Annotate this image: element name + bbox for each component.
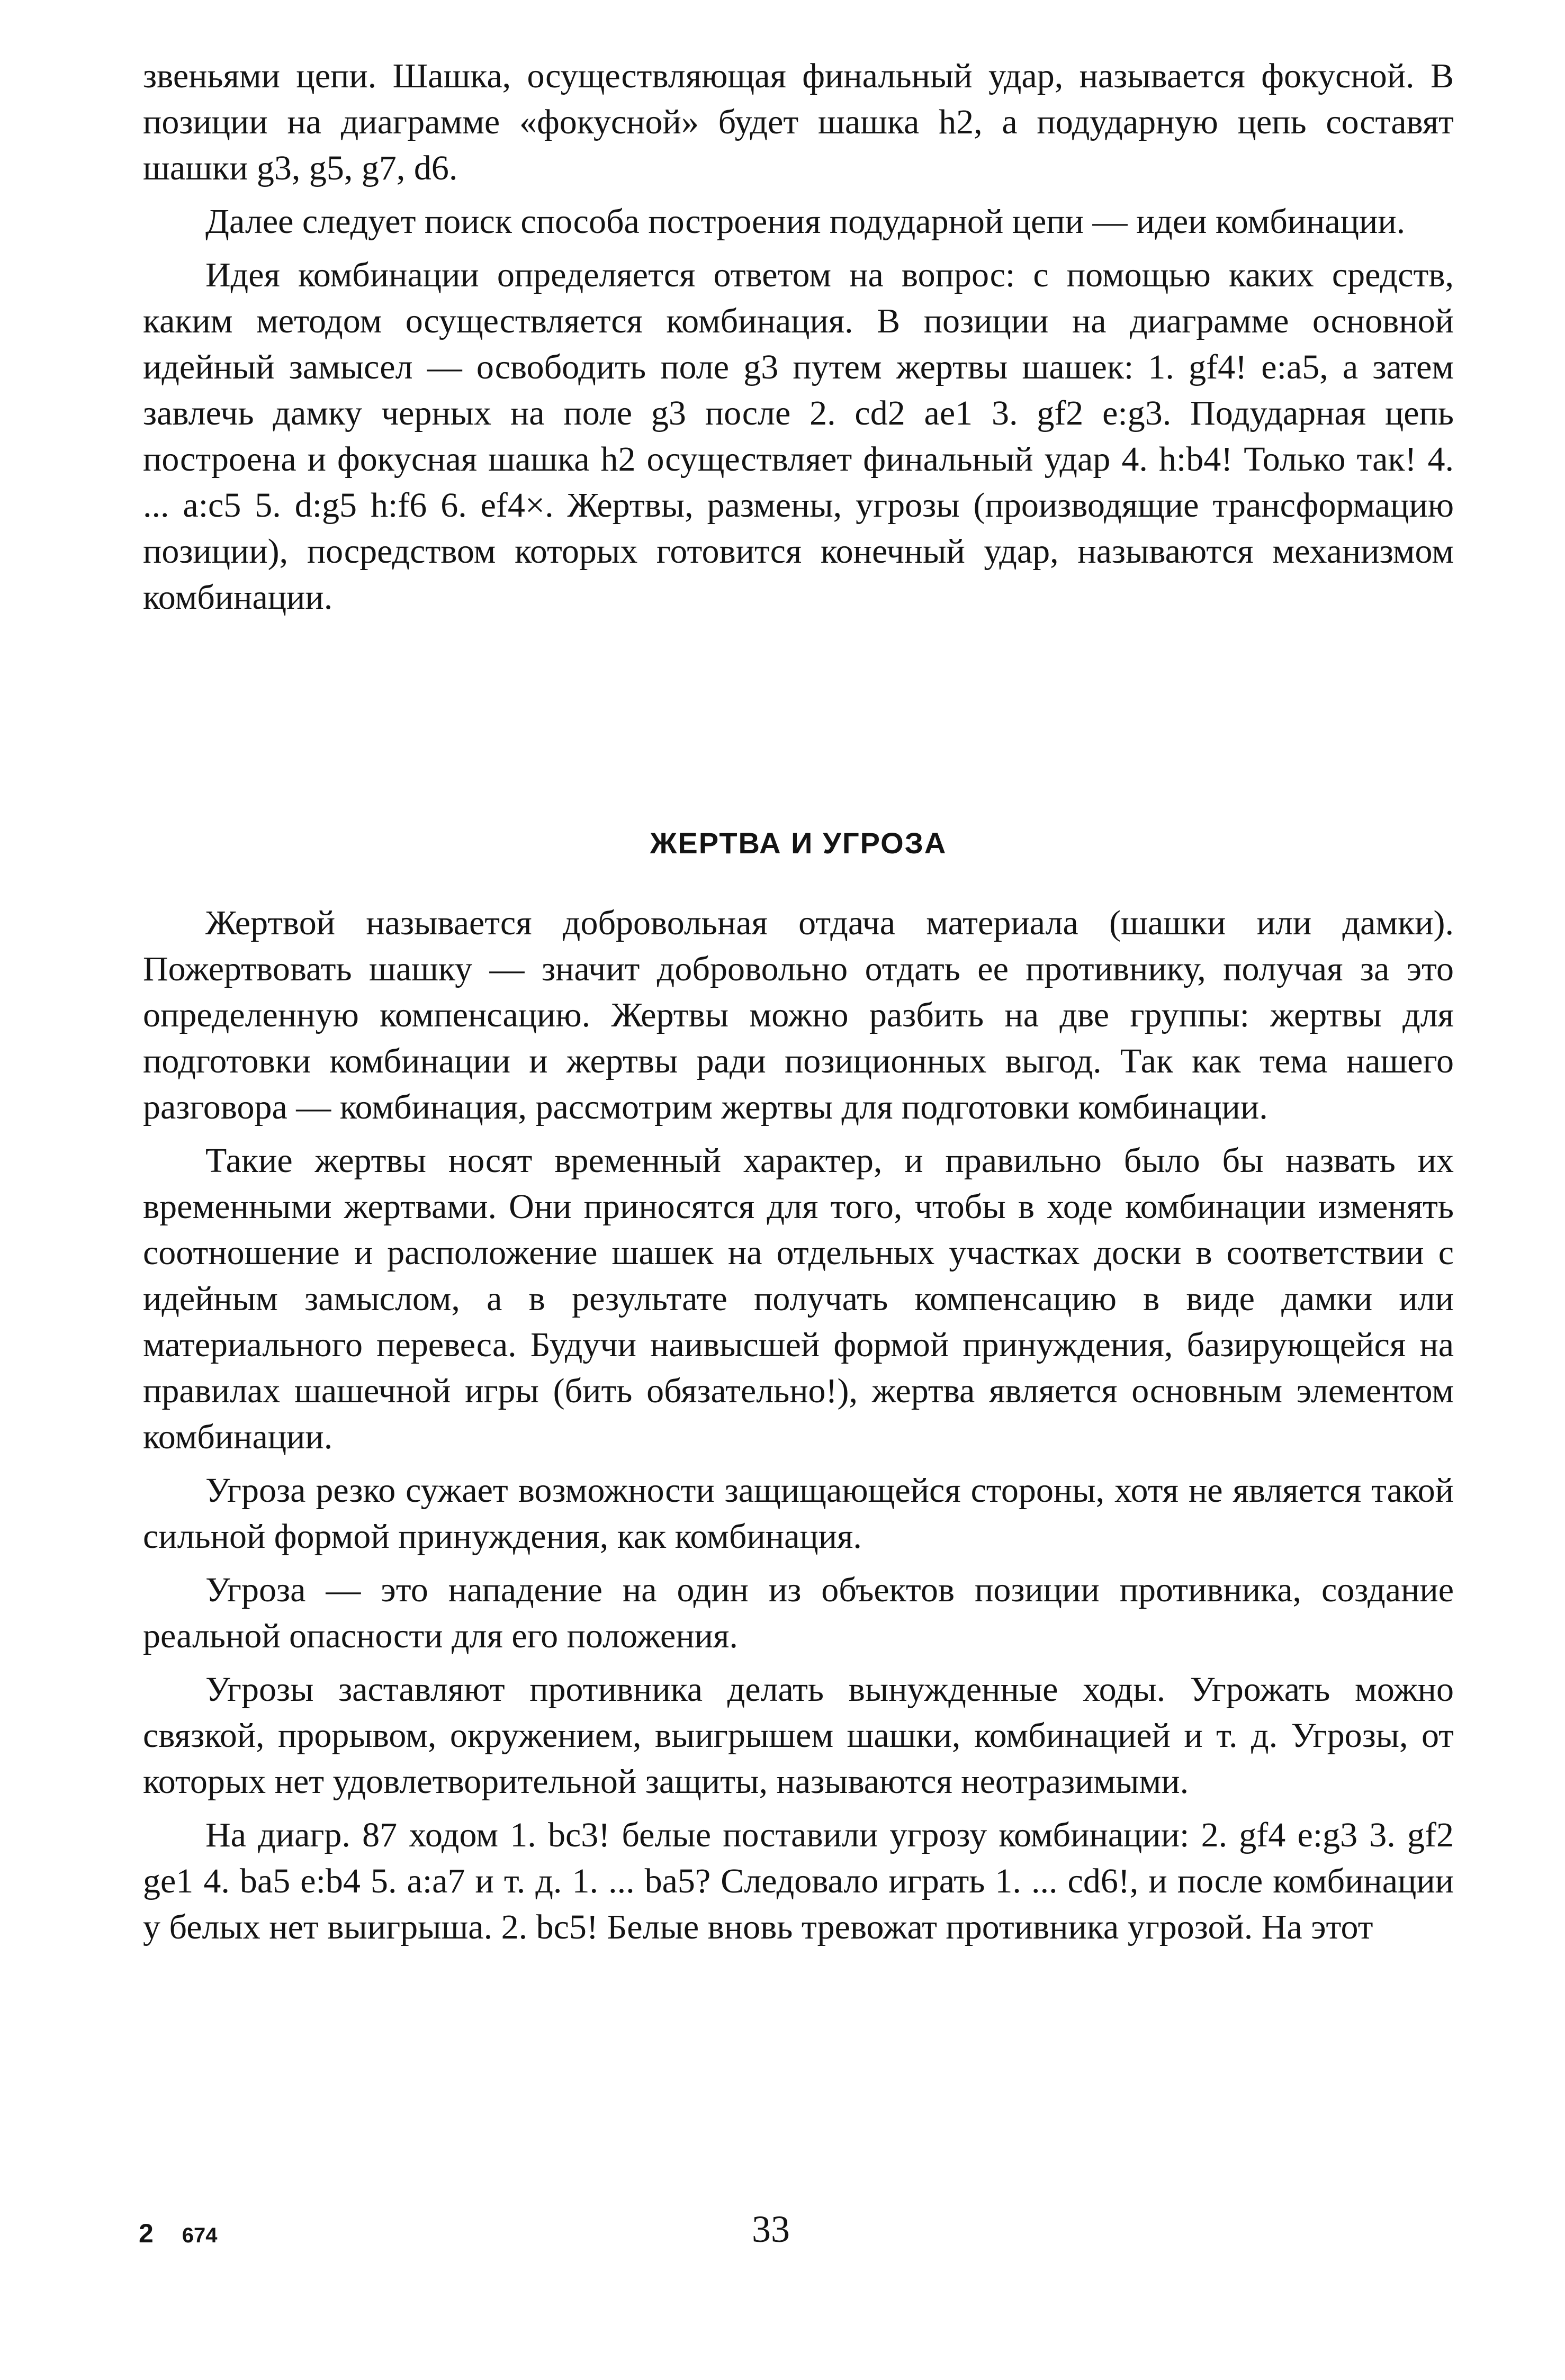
paragraph-section-3: Угроза резко сужает возможности защищающейся стороны, хотя не является такой сильной формой принуждения, как комбинация. [143, 1471, 1454, 1556]
paragraph-section-5: Угрозы заставляют противника делать вынужденные ходы. Угрожать можно связкой, прорывом, окружением, выигрышем шашки, комбинацией и т. д. Угрозы, от которых нет удовлетворительной защиты, называются неотразимыми. [143, 1670, 1454, 1801]
paragraph-section-6: На диагр. 87 ходом 1. bc3! белые поставили угрозу комбинации: 2. gf4 e:g3 3. gf2 ge1 4. ba5 e:b4 5. a:a7 и т. д. 1. ... ba5? Следовало играть 1. ... cd6!, и после комбинации у белых нет выигрыша. 2. bc5! Белые вновь тревожат противника угрозой. На этот [143, 1816, 1454, 1946]
paragraph-intro-3: Идея комбинации определяется ответом на вопрос: с помощью каких средств, каким методом осуществляется комбинация. В позиции на диаграмме основной идейный замысел — освободить поле g3 путем жертвы шашек: 1. gf4! e:a5, а затем завлечь дамку черных на поле g3 после 2. cd2 ae1 3. gf2 e:g3. Подударная цепь построена и фокусная шашка h2 осуществляет финальный удар 4. h:b4! Только так! 4. ... a:c5 5. d:g5 h:f6 6. ef4×. Жертвы, размены, угрозы (производящие трансформацию позиции), посредством которых готовится конечный удар, называются механизмом комбинации. [143, 256, 1454, 617]
printer-signature [139, 2218, 217, 2249]
paragraph-section-4: Угроза — это нападение на один из объектов позиции противника, создание реальной опасности для его положения. [143, 1571, 1454, 1655]
paragraph-intro-2: Далее следует поиск способа построения подударной цепи — идеи комбинации. [205, 202, 1406, 241]
signature-number: 2 [139, 2219, 154, 2248]
paragraph-intro-1: звеньями цепи. Шашка, осуществляющая финальный удар, называется фокусной. В позиции на диаграмме «фокусной» будет шашка h2, а подударную цепь составят шашки g3, g5, g7, d6. [143, 57, 1454, 187]
page-number: 33 [752, 2208, 790, 2250]
section-body [143, 900, 1454, 1958]
paragraph-section-1: Жертвой называется добровольная отдача материала (шашки или дамки). Пожертвовать шашку — значит добровольно отдать ее противнику, получая за это определенную компенсацию. Жертвы можно разбить на две группы: жертвы для подготовки комбинации и жертвы ради позиционных выгод. Так как тема нашего разговора — комбинация, рассмотрим жертвы для подготовки комбинации. [143, 904, 1454, 1126]
section-heading: ЖЕРТВА И УГРОЗА [650, 826, 947, 860]
page-body-top [143, 53, 1454, 628]
signature-code: 674 [182, 2224, 218, 2247]
paragraph-section-2: Такие жертвы носят временный характер, и правильно было бы назвать их временными жертвами. Они приносятся для того, чтобы в ходе комбинации изменять соотношение и расположение шашек на отдельных участках доски в соответствии с идейным замыслом, а в результате получать компенсацию в виде дамки или материального перевеса. Будучи наивысшей формой принуждения, базирующейся на правилах шашечной игры (бить обязательно!), жертва является основным элементом комбинации. [143, 1141, 1454, 1456]
